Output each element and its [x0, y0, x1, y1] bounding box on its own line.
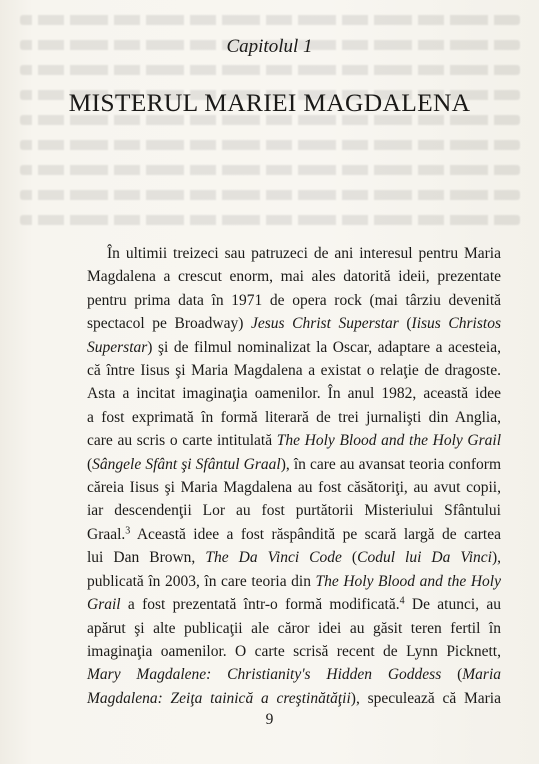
- text-run: (: [398, 315, 412, 333]
- text-run: spectacol pe Broadway): [87, 315, 251, 333]
- text-run: imaginaţia oamenilor. O carte scrisă recent de Lynn Picknett,: [87, 642, 501, 660]
- footnote-marker: 3: [125, 525, 131, 537]
- text-line: [87, 499, 501, 522]
- text-run: Iisus Christos: [411, 315, 501, 333]
- chapter-label: Capitolul 1: [226, 36, 313, 57]
- text-run: lui Dan Brown,: [87, 549, 206, 567]
- text-run: Această idee a fost răspândită pe scară largă de cartea: [130, 525, 501, 543]
- footnote-marker: 4: [399, 595, 405, 607]
- text-run: (: [87, 455, 93, 473]
- page-number: 9: [265, 711, 274, 728]
- text-line: [87, 523, 501, 546]
- text-run: a fost exprimată în formă literară de trei jurnalişti din Anglia,: [87, 408, 501, 426]
- text-run: Codul lui Da Vinci: [357, 549, 492, 567]
- text-run: că între Iisus şi Maria Magdalena a existat o relaţie de dragoste.: [87, 362, 501, 380]
- text-run: În ultimii treizeci sau patruzeci de ani interesul pentru Maria: [107, 245, 501, 262]
- text-run: pentru prima data în 1971 de opera rock (mai târziu devenită: [87, 291, 501, 309]
- text-line: [87, 429, 501, 452]
- text-run: iar descendenţii Lor au fost purtătorii Misteriului Sfântului: [87, 502, 501, 520]
- text-run: The Holy Blood and the Holy Grail: [276, 432, 502, 450]
- text-run: Maria: [462, 666, 501, 684]
- text-run: ), în care au avansat teoria conform: [280, 455, 501, 473]
- text-line: [87, 289, 501, 312]
- text-run: Asta a incitat imaginaţia oamenilor. În anul 1982, această idee: [87, 385, 501, 403]
- text-run: Jesus Christ Superstar: [250, 315, 399, 333]
- text-run: Grail: [87, 596, 121, 614]
- text-line: [87, 640, 501, 663]
- text-line: [87, 570, 501, 593]
- text-run: Graal.: [87, 525, 126, 543]
- text-run: De atunci, au: [404, 596, 501, 614]
- text-run: a fost prezentată într-o formă modificată.: [120, 596, 400, 614]
- text-line: [87, 476, 501, 499]
- text-run: The Holy Blood and the Holy: [315, 572, 501, 590]
- text-line: [87, 265, 501, 288]
- text-line: [87, 687, 501, 710]
- text-line: [87, 617, 501, 640]
- text-run: Mary Magdalene: Christianity's Hidden Goddess: [87, 666, 442, 684]
- text-run: Sângele Sfânt şi Sfântul Graal: [92, 455, 281, 473]
- text-run: Superstar: [87, 338, 148, 356]
- text-run: Magdalena: Zeiţa tainică a creştinătăţii: [87, 689, 351, 707]
- text-run: The Da Vinci Code: [205, 549, 342, 567]
- chapter-title: MISTERUL MARIEI MAGDALENA: [68, 88, 471, 117]
- text-run: ), speculează că Maria: [350, 689, 501, 707]
- text-line: [87, 406, 501, 429]
- text-run: căreia Iisus şi Maria Magdalena au fost căsătoriţi, au avut copii,: [87, 479, 501, 497]
- text-line: [87, 382, 501, 405]
- text-run: Magdalena a crescut enorm, mai ales datorită ideii, prezentate: [87, 268, 501, 286]
- text-line: [87, 359, 501, 382]
- text-line: [87, 312, 501, 335]
- body-paragraph: [87, 242, 501, 710]
- text-run: ),: [491, 549, 501, 567]
- text-run: (: [341, 549, 358, 567]
- text-line: [87, 663, 501, 686]
- text-line: [87, 546, 501, 569]
- text-line: [87, 242, 501, 265]
- text-run: ) şi de filmul nominalizat la Oscar, adaptare a acesteia,: [147, 338, 501, 356]
- text-line: [87, 593, 501, 616]
- text-run: (: [441, 666, 463, 684]
- text-run: apărut şi alte publicaţii ale căror idei au găsit teren fertil în: [87, 619, 501, 637]
- text-line: [87, 336, 501, 359]
- text-line: [87, 453, 501, 476]
- text-run: care au scris o carte intitulată: [87, 432, 277, 450]
- text-run: publicată în 2003, în care teoria din: [87, 572, 316, 590]
